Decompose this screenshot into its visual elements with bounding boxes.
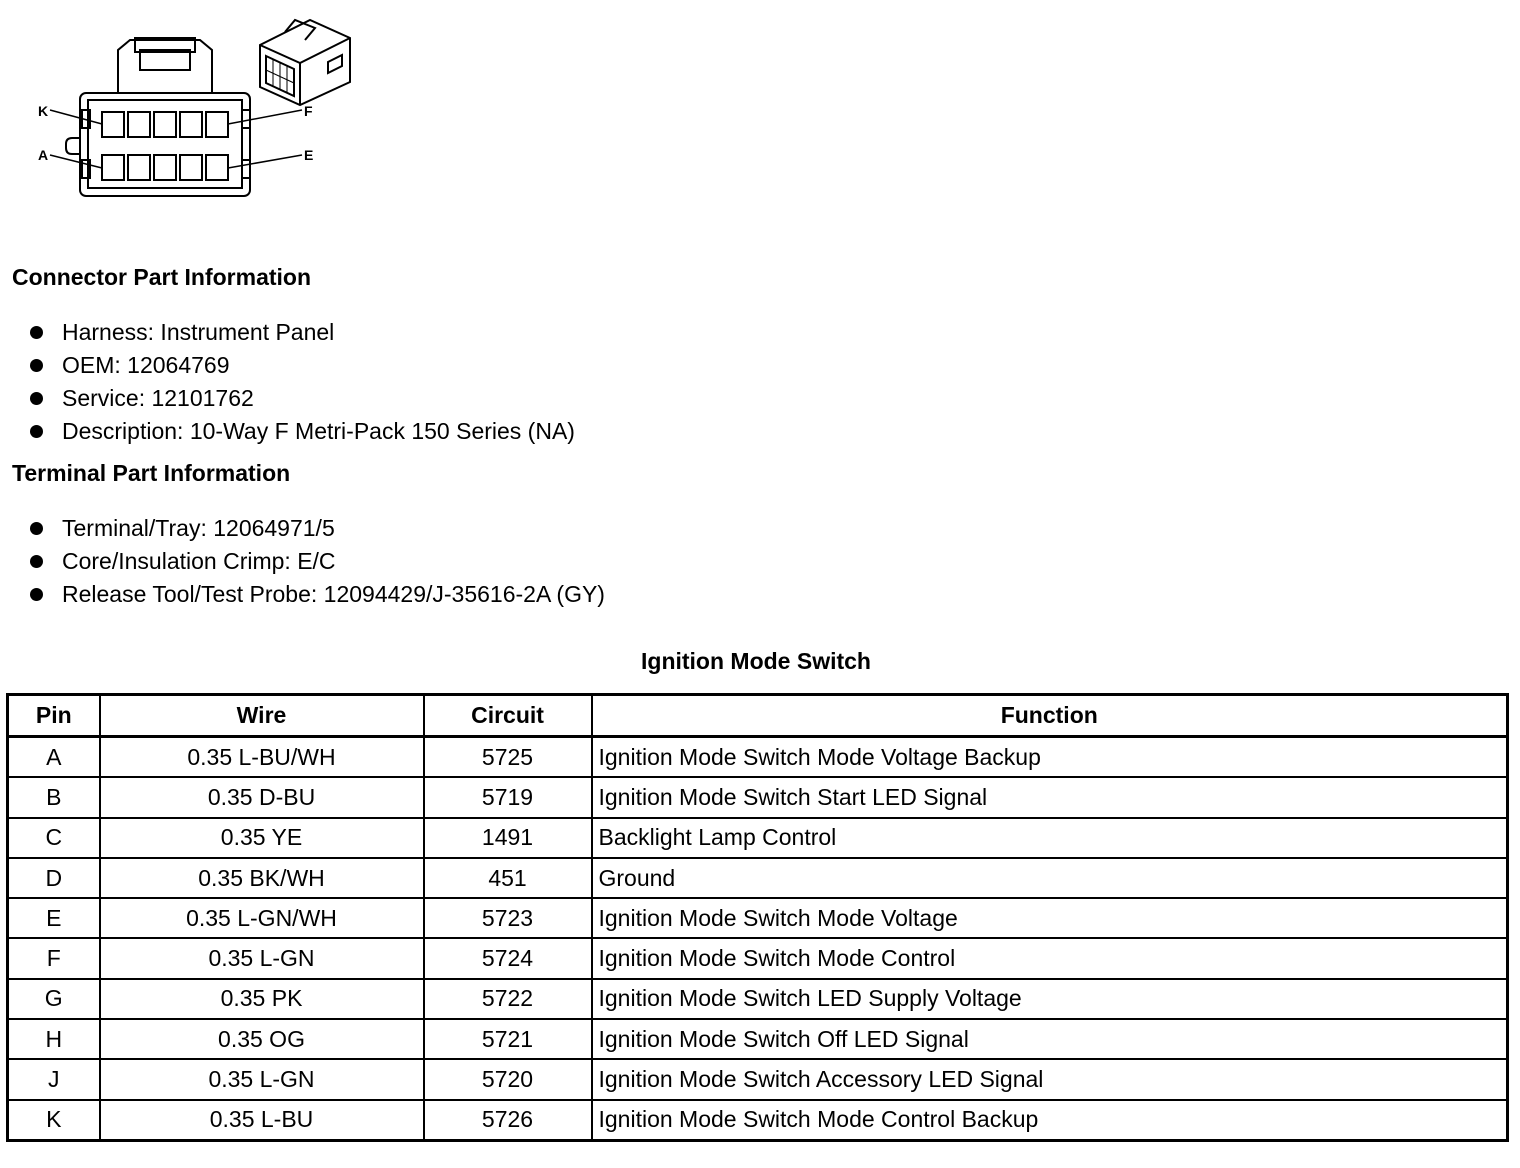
cell-wire: 0.35 L-GN xyxy=(100,938,424,978)
cell-pin: C xyxy=(8,818,100,858)
list-item: Harness: Instrument Panel xyxy=(30,316,575,349)
table-row xyxy=(8,1059,1508,1099)
cell-circuit: 5721 xyxy=(424,1019,592,1059)
cell-pin: F xyxy=(8,938,100,978)
cell-circuit: 5723 xyxy=(424,898,592,938)
cell-function: Ignition Mode Switch Mode Voltage Backup xyxy=(592,737,1508,778)
cell-wire: 0.35 YE xyxy=(100,818,424,858)
table-row xyxy=(8,1100,1508,1141)
cell-circuit: 5719 xyxy=(424,777,592,817)
table-row xyxy=(8,818,1508,858)
label-a: A xyxy=(38,147,49,163)
cell-function: Backlight Lamp Control xyxy=(592,818,1508,858)
cell-pin: D xyxy=(8,858,100,898)
table-row xyxy=(8,858,1508,898)
header-wire: Wire xyxy=(100,695,424,737)
list-item: Release Tool/Test Probe: 12094429/J-35616-2A (GY) xyxy=(30,578,605,611)
cell-circuit: 5722 xyxy=(424,979,592,1019)
table-row xyxy=(8,979,1508,1019)
cell-function: Ignition Mode Switch Mode Control Backup xyxy=(592,1100,1508,1141)
table-header-row xyxy=(8,695,1508,737)
table-row xyxy=(8,737,1508,778)
cell-function: Ignition Mode Switch LED Supply Voltage xyxy=(592,979,1508,1019)
terminal-info-list xyxy=(30,512,605,611)
list-item: Description: 10-Way F Metri-Pack 150 Series (NA) xyxy=(30,415,575,448)
header-circuit: Circuit xyxy=(424,695,592,737)
cell-circuit: 5725 xyxy=(424,737,592,778)
cell-function: Ignition Mode Switch Accessory LED Signal xyxy=(592,1059,1508,1099)
cell-wire: 0.35 L-GN xyxy=(100,1059,424,1099)
list-item: Terminal/Tray: 12064971/5 xyxy=(30,512,605,545)
connector-info-list xyxy=(30,316,575,448)
cell-pin: G xyxy=(8,979,100,1019)
cell-wire: 0.35 D-BU xyxy=(100,777,424,817)
table-row xyxy=(8,898,1508,938)
cell-circuit: 451 xyxy=(424,858,592,898)
cell-pin: J xyxy=(8,1059,100,1099)
table-row xyxy=(8,777,1508,817)
cell-pin: E xyxy=(8,898,100,938)
cell-function: Ground xyxy=(592,858,1508,898)
connector-info-title: Connector Part Information xyxy=(12,264,312,290)
cell-pin: H xyxy=(8,1019,100,1059)
connector-diagram xyxy=(30,10,370,210)
cell-pin: B xyxy=(8,777,100,817)
list-item: OEM: 12064769 xyxy=(30,349,575,382)
label-k: K xyxy=(38,103,49,119)
cell-wire: 0.35 OG xyxy=(100,1019,424,1059)
label-f: F xyxy=(304,103,313,119)
cell-wire: 0.35 PK xyxy=(100,979,424,1019)
cell-function: Ignition Mode Switch Mode Voltage xyxy=(592,898,1508,938)
cell-wire: 0.35 L-BU/WH xyxy=(100,737,424,778)
header-pin: Pin xyxy=(8,695,100,737)
table-title: Ignition Mode Switch xyxy=(641,648,871,674)
header-function: Function xyxy=(592,695,1508,737)
cell-function: Ignition Mode Switch Off LED Signal xyxy=(592,1019,1508,1059)
cell-pin: A xyxy=(8,737,100,778)
table-row xyxy=(8,938,1508,978)
list-item: Service: 12101762 xyxy=(30,382,575,415)
list-item: Core/Insulation Crimp: E/C xyxy=(30,545,605,578)
cell-wire: 0.35 L-GN/WH xyxy=(100,898,424,938)
cell-circuit: 5726 xyxy=(424,1100,592,1141)
cell-circuit: 1491 xyxy=(424,818,592,858)
terminal-info-title: Terminal Part Information xyxy=(12,460,291,486)
cell-circuit: 5720 xyxy=(424,1059,592,1099)
label-e: E xyxy=(304,147,314,163)
pinout-table xyxy=(6,693,1509,1142)
cell-function: Ignition Mode Switch Start LED Signal xyxy=(592,777,1508,817)
cell-circuit: 5724 xyxy=(424,938,592,978)
cell-pin: K xyxy=(8,1100,100,1141)
cell-wire: 0.35 BK/WH xyxy=(100,858,424,898)
table-row xyxy=(8,1019,1508,1059)
cell-wire: 0.35 L-BU xyxy=(100,1100,424,1141)
cell-function: Ignition Mode Switch Mode Control xyxy=(592,938,1508,978)
